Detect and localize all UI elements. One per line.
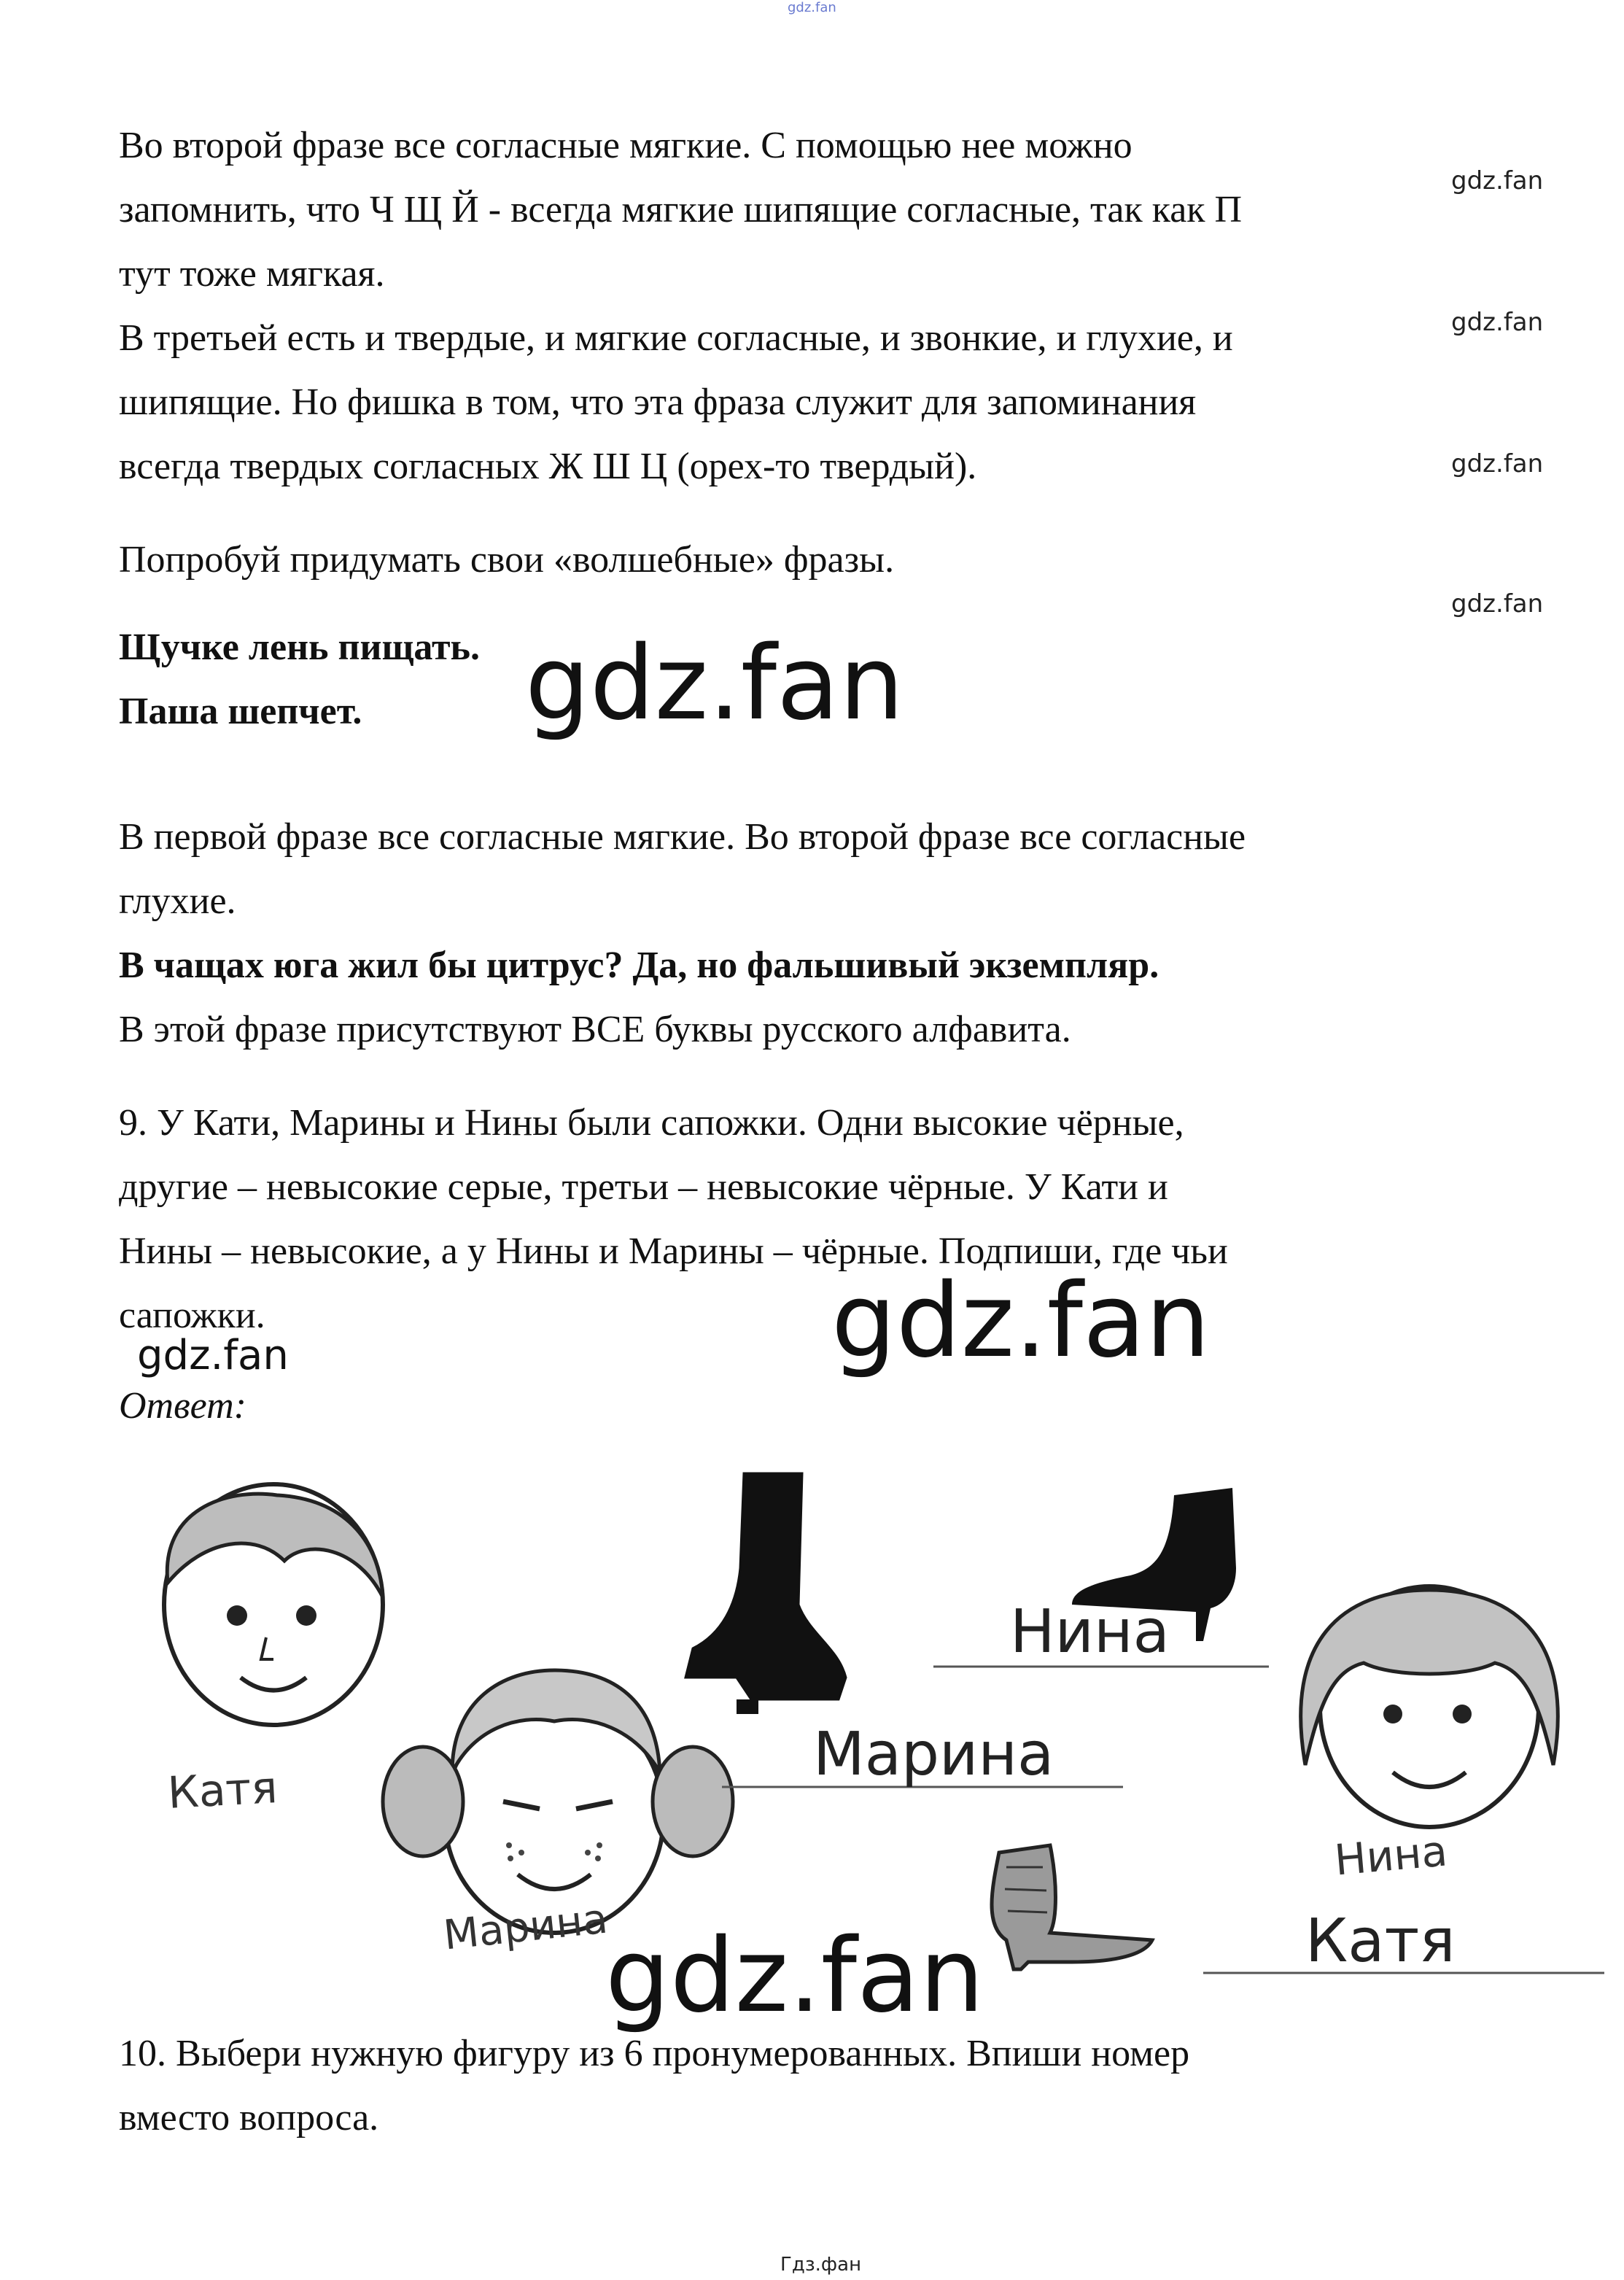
text-line: В этой фразе присутствуют ВСЕ буквы русского алфавита. [119,1009,1071,1050]
girl-katya-drawing [164,1484,383,1725]
answer-label: Ответ: [119,1385,246,1427]
text-line: тут тоже мягкая. [119,253,385,295]
text-line: В первой фразе все согласные мягкие. Во второй фразе все согласные [119,816,1246,858]
caption-nina: Нина [1332,1826,1450,1885]
large-watermark: gdz.fan [525,624,904,743]
girl-nina-drawing [1301,1586,1558,1827]
task-text: 10. Выбери нужную фигуру из 6 пронумерованных. Впиши номер [119,2033,1190,2074]
task-text: сапожки. [119,1295,265,1336]
side-watermark: gdz.fan [1451,589,1544,619]
task-text: Нины – невысокие, а у Нины и Марины – чёрные. Подпиши, где чьи [119,1230,1228,1272]
text-line: В третьей есть и твердые, и мягкие согласные, и звонкие, и глухие, и [119,317,1233,359]
side-watermark: gdz.fan [1451,166,1544,195]
caption-marina: Марина [441,1895,610,1960]
task-text: вместо вопроса. [119,2097,379,2139]
task-text: 9. У Кати, Марины и Нины были сапожки. Одни высокие чёрные, [119,1102,1184,1144]
small-watermark: gdz.fan [137,1332,289,1379]
bold-phrase: В чащах юга жил бы цитрус? Да, но фальшивый экземпляр. [119,945,1159,986]
boot-label-marina: Марина [813,1720,1054,1789]
text-line: глухие. [119,880,236,922]
top-watermark: gdz.fan [788,0,836,15]
tall-black-boot [685,1473,846,1714]
text-line: Попробуй придумать свои «волшебные» фразы. [119,539,895,581]
large-watermark: gdz.fan [605,1917,984,2036]
text-line: запомнить, что Ч Щ Й - всегда мягкие шипящие согласные, так как П [119,189,1243,230]
boot-label-katya: Катя [1305,1907,1456,1976]
grey-short-boot [992,1845,1152,1969]
bold-phrase: Паша шепчет. [119,691,362,732]
task-text: другие – невысокие серые, третьи – невысокие чёрные. У Кати и [119,1166,1168,1208]
side-watermark: gdz.fan [1451,449,1544,478]
bold-phrase: Щучке лень пищать. [119,627,481,668]
text-line: всегда твердых согласных Ж Ш Ц (орех-то твердый). [119,446,977,487]
boot-label-nina: Нина [1010,1597,1170,1667]
girl-marina-drawing [383,1670,733,1933]
caption-katya: Катя [166,1762,279,1819]
text-line: Во второй фразе все согласные мягкие. С помощью нее можно [119,125,1132,166]
text-line: шипящие. Но фишка в том, что эта фраза служит для запоминания [119,381,1197,423]
large-watermark: gdz.fan [831,1262,1211,1381]
side-watermark: gdz.fan [1451,308,1544,337]
footer-watermark: Гдз.фан [780,2254,862,2276]
